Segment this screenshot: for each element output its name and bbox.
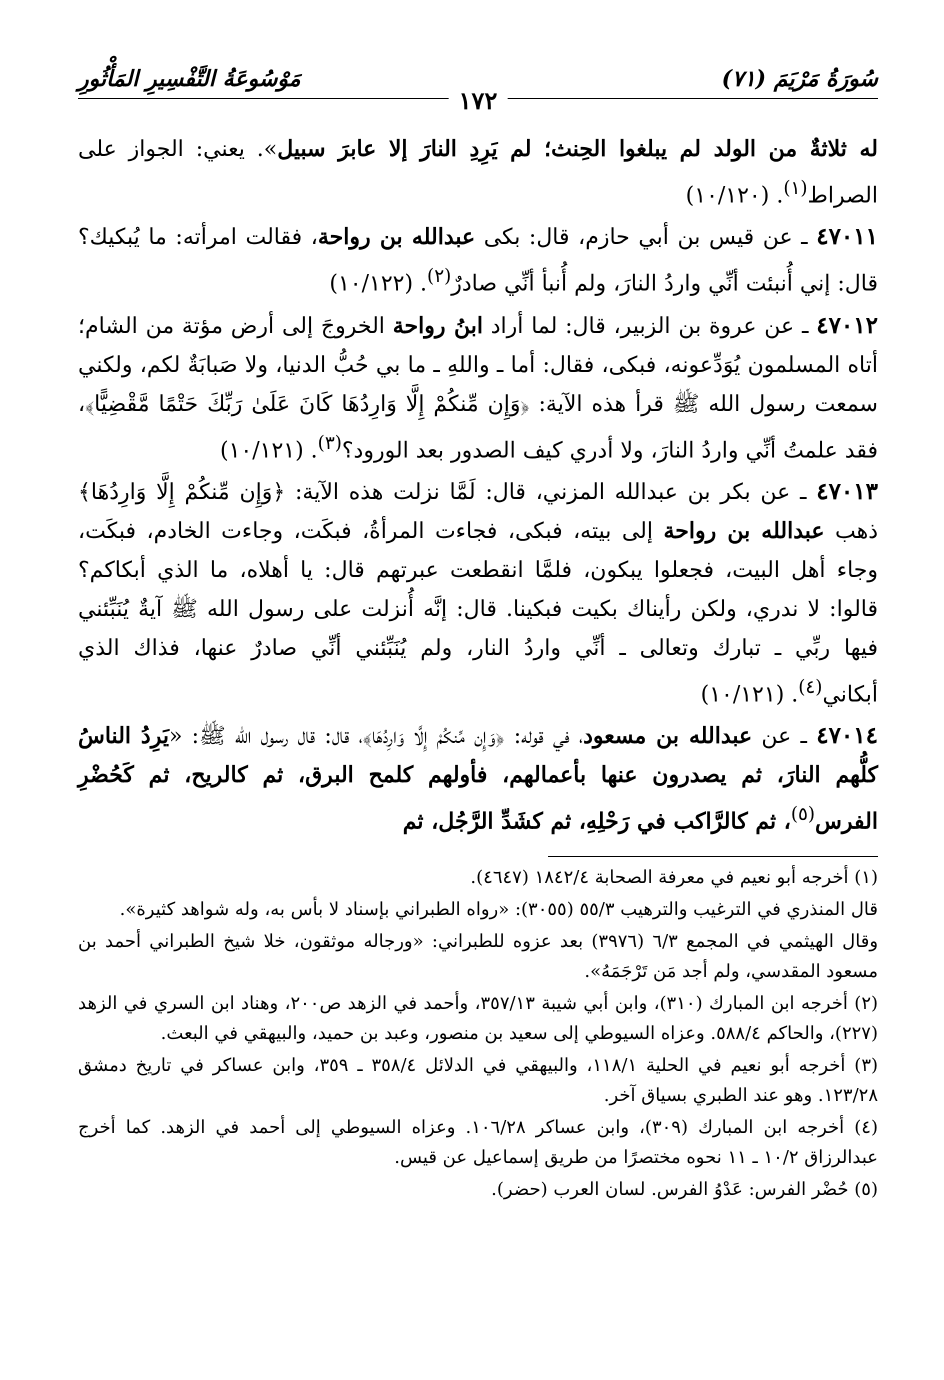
paragraph-text: ، في قوله: ﴿وَإِن مِّنكُمْ إِلَّا وَارِدُهَا﴾، قال: قال رسول الله ﷺ: « [168, 724, 584, 750]
narrator-name: عبدالله بن مسعود [583, 723, 753, 750]
footnote-marker: (٤) [798, 676, 823, 698]
footnote-marker: (٢) [427, 266, 452, 288]
narration-47012 [78, 306, 878, 470]
paragraph-text: ». يعني: الجواز على الصراط [78, 137, 878, 209]
volume-reference: . (١٠/١٢٢) [329, 271, 428, 297]
paragraph-text: إلى بيته، فبكى، فجاءت المرأةُ، فبكَت، وجاءت الخادم، فبكَت، وجاء أهل البيت، فجعلوا يبكون، فلمَّا انقطعت عبرتهم قال: يا أهلاه، ما الذي أبكاكم؟ قالوا: لا ندري، ولكن رأيناك بكيت فبكينا. قال: إنَّه أُنزلت على رسول الله ﷺ آيةٌ يُنَبِّئني فيها ربِّي ـ تبارك وتعالى ـ أنِّي واردُ النار، ولم يُنَبِّئني أنِّي صادرٌ عنها، فذاك الذي أبكاني [78, 518, 878, 708]
footnote-marker: (١) [783, 178, 808, 199]
paragraph-text: ـ عن [752, 724, 817, 750]
footnote-1-note: قال المنذري في الترغيب والترهيب ٥٥/٣ (٣٠٥٥): «رواه الطبراني بإسناد لا بأس به، وله شواهد كثيرة». [119, 898, 878, 920]
hadith-text-bold: ، ثم كالرَّاكب في رَحْلِهِ، ثم كشَدِّ الرَّجُل، ثم [402, 808, 791, 835]
book-page [78, 60, 878, 1340]
footnote-marker: (٣) [317, 432, 342, 454]
paragraph-text: ـ عن عروة بن الزبير، قال: لما أراد [482, 313, 817, 339]
narrator-name: عبدالله بن رواحة [663, 517, 825, 544]
paragraph-text: الخروجَ إلى أرض مؤتة من الشام؛ أتاه المسلمون يُوَدِّعونه، فبكى، فقال: أما ـ واللهِ ـ ما بي حُبُّ الدنيا، ولا صَبابَةٌ لكم، ولكني سمعت رسول الله ﷺ قرأ هذه الآية: ﴿وَإِن مِّنكُمْ إِلَّا وَارِدُهَا كَانَ عَلَىٰ رَبِّكَ حَتْمًا مَّقْضِيًّا﴾، فقد علمتُ أنِّي واردُ النارَ، ولا أدري كيف الصدور بعد الورود؟ [78, 313, 878, 463]
narration-number: ٤٧٠١٣ [816, 477, 878, 505]
paragraph-continuation [78, 130, 878, 215]
footnote-marker: (٥) [790, 804, 816, 826]
volume-reference: . (١٠/١٢١) [220, 437, 318, 463]
hadith-text-bold: له ثلاثةٌ من الولد لم يبلغوا الحِنث؛ لم يَرِدِ النارَ إلا عابرَ سبيل [277, 136, 879, 162]
main-text [78, 130, 878, 842]
narration-number: ٤٧٠١٤ [816, 722, 878, 750]
footnote-3: (٣) أخرجه أبو نعيم في الحلية ١١٨/١، والبيهقي في الدلائل ٣٥٨/٤ ـ ٣٥٩، وابن عساكر في تاريخ دمشق ١٢٣/٢٨. وهو عند الطبري بسياق آخر. [78, 1054, 879, 1106]
hadith-text-bold: يَرِدُ الناسُ كلُّهم النارَ، ثم يصدرون عنها بأعمالهم، فأولهم كلمح البرق، ثم كالريح، ثم كَحُضْرِ الفرس [78, 723, 878, 835]
paragraph-text: ـ عن قيس بن أبي حازم، قال: بكى [475, 225, 817, 251]
page-number: ١٧٢ [449, 86, 508, 115]
paragraph-text: ، فقالت امرأته: ما يُبكيك؟ قال: إني أُنبئت أنِّي واردُ النارَ، ولم أُنبأ أنِّي صادرٌ [78, 225, 878, 297]
footnote-2: (٢) أخرجه ابن المبارك (٣١٠)، وابن أبي شيبة ٣٥٧/١٣، وأحمد في الزهد ص٢٠٠، وهناد ابن السري في الزهد (٢٢٧)، والحاكم ٥٨٨/٤. وعزاه السيوطي إلى سعيد بن منصور، وعبد بن حميد، والبيهقي في البعث. [78, 992, 879, 1044]
footnote-separator [548, 856, 878, 857]
book-title: مَوْسُوعَةُ التَّفْسِيرِ المَأْثُورِ [78, 66, 301, 92]
volume-reference: . (١٠/١٢٠) [685, 183, 784, 209]
narration-number: ٤٧٠١٢ [816, 311, 878, 339]
page-header [78, 60, 878, 130]
narration-number: ٤٧٠١١ [816, 223, 878, 251]
narration-47014 [78, 716, 878, 841]
footnote-5: (٥) حُضْر الفرس: عَدْوُ الفرس. لسان العرب (حضر). [491, 1178, 878, 1200]
footnote-4: (٤) أخرجه ابن المبارك (٣٠٩)، وابن عساكر ١٠٦/٢٨. وعزاه السيوطي إلى أحمد في الزهد. كما أخرج عبدالرزاق ١٠/٢ ـ ١١ نحوه مختصرًا من طريق إسماعيل عن قيس. [78, 1116, 878, 1168]
footnote-1: (١) أخرجه أبو نعيم في معرفة الصحابة ١٨٤٢/٤ (٤٦٤٧). [470, 866, 878, 888]
footnotes [78, 863, 878, 1205]
narration-47011 [78, 217, 878, 303]
volume-reference: . (١٠/١٢١) [700, 682, 799, 708]
surah-title: سُورَةُ مَرْيَمَ (٧١) [721, 66, 878, 92]
narrator-name: ابنُ رواحة [392, 312, 483, 339]
footnote-1-note: وقال الهيثمي في المجمع ٦/٣ (٣٩٧٦) بعد عزوه للطبراني: «ورجاله موثقون، خلا شيخ الطبراني أحمد بن مسعود المقدسي، ولم أجد مَن تَرْجَمَهُ». [78, 930, 879, 982]
narration-47013 [78, 472, 878, 714]
paragraph-text: ـ عن بكر بن عبدالله المزني، قال: لَمَّا نزلت هذه الآية: ﴿وَإِن مِّنكُمْ إِلَّا وَارِدُهَا﴾ ذهب [78, 479, 878, 544]
narrator-name: عبدالله بن رواحة [317, 224, 476, 251]
